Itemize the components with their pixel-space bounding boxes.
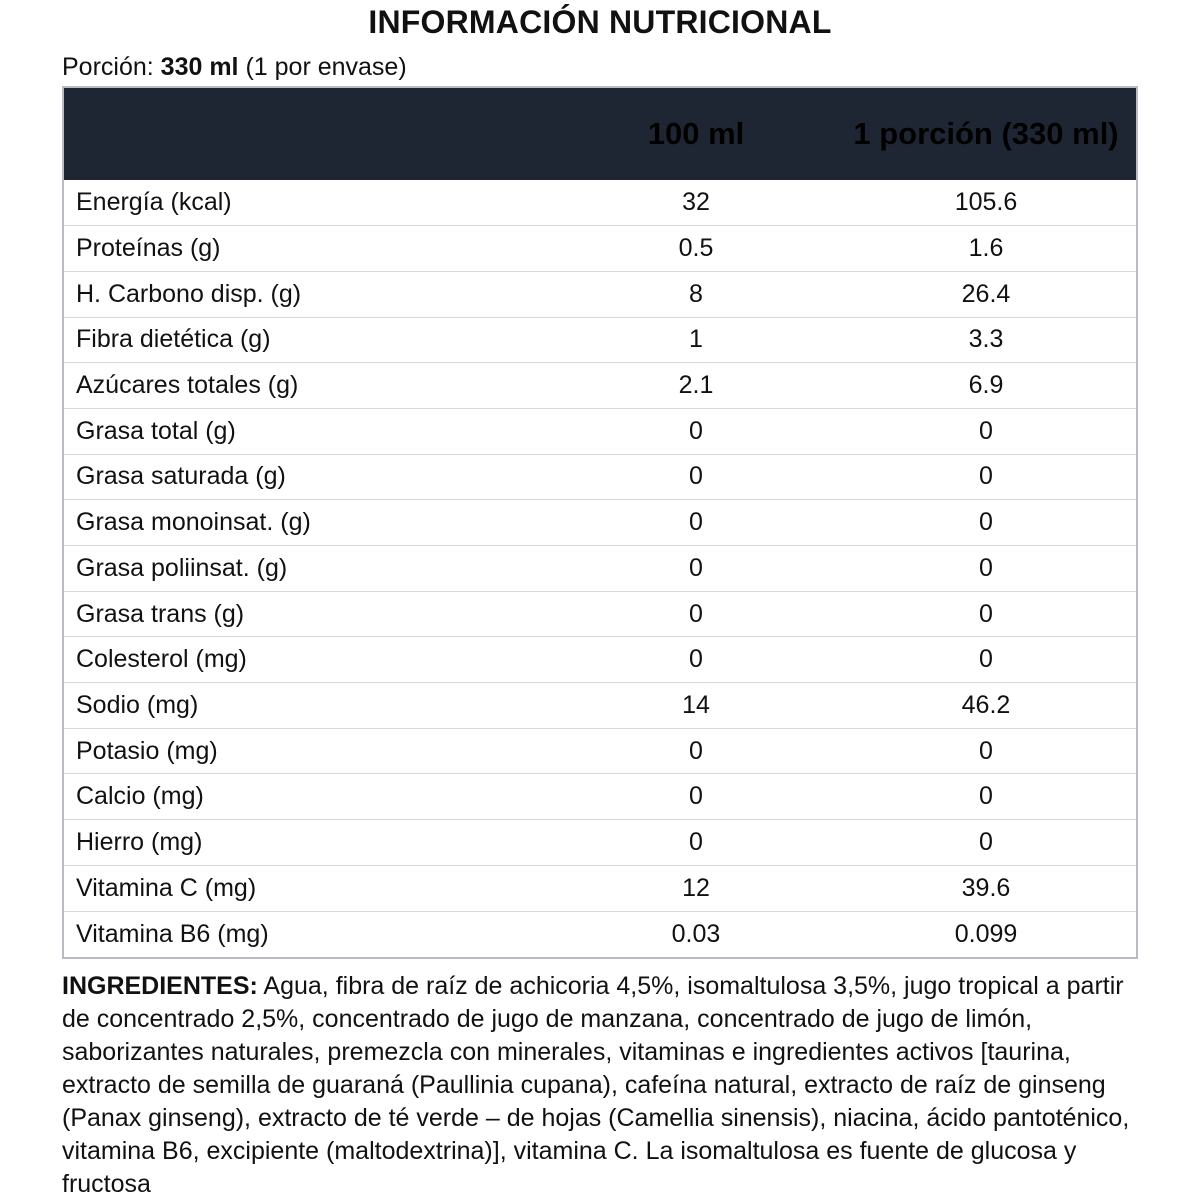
ingredients-list: Agua, fibra de raíz de achicoria 4,5%, isomaltulosa 3,5%, jugo tropical a partir de concentrado 2,5%, concentrado de jugo de manzana, concentrado de jugo de limón, saborizantes naturales, premezcla con minerales, vitaminas e ingredientes activos [taurina, extracto de semilla de guaraná (Paullinia cupana), cafeína natural, extracto de raíz de ginseng (Panax ginseng), extracto de té verde – de hojas (Camellia sinensis), niacina, ácido pantoténico, vitamina B6, excipiente (maltodextrina)], vitamina C. La isomaltulosa es fuente de glucosa y fructosa bbox=[62, 972, 1130, 1198]
value-per-100ml: 0 bbox=[689, 645, 703, 674]
value-per-portion: 0 bbox=[979, 736, 993, 765]
value-per-portion: 0.099 bbox=[954, 919, 1018, 948]
value-per-portion: 46.2 bbox=[961, 690, 1011, 719]
value-per-portion: 0 bbox=[979, 416, 993, 445]
table-row bbox=[64, 454, 1136, 500]
value-per-100ml: 0 bbox=[689, 462, 703, 491]
value-per-100ml: 0.5 bbox=[678, 234, 714, 263]
table-row bbox=[64, 865, 1136, 911]
nutrient-name: Grasa poliinsat. (g) bbox=[76, 553, 288, 582]
table-row bbox=[64, 591, 1136, 637]
header-per-100ml: 100 ml bbox=[647, 116, 745, 151]
header-per-portion: 1 porción (330 ml) bbox=[853, 116, 1119, 151]
value-per-100ml: 0 bbox=[689, 416, 703, 445]
nutrient-name: Proteínas (g) bbox=[76, 234, 221, 263]
value-per-100ml: 0 bbox=[689, 508, 703, 537]
value-per-portion: 39.6 bbox=[961, 873, 1011, 902]
value-per-100ml: 0 bbox=[689, 553, 703, 582]
table-row bbox=[64, 546, 1136, 592]
value-per-100ml: 0 bbox=[689, 782, 703, 811]
nutrient-name: Grasa saturada (g) bbox=[76, 462, 286, 491]
table-row bbox=[64, 363, 1136, 409]
value-per-portion: 0 bbox=[979, 645, 993, 674]
nutrient-name: Vitamina C (mg) bbox=[76, 873, 257, 902]
table-row bbox=[64, 820, 1136, 866]
value-per-portion: 26.4 bbox=[961, 279, 1011, 308]
value-per-portion: 0 bbox=[979, 827, 993, 856]
nutrient-name: Calcio (mg) bbox=[76, 782, 204, 811]
nutrient-name: Azúcares totales (g) bbox=[76, 371, 299, 400]
table-row bbox=[64, 271, 1136, 317]
nutrition-table bbox=[62, 86, 1138, 959]
portion-label: Porción: bbox=[62, 53, 161, 81]
value-per-100ml: 12 bbox=[682, 873, 710, 902]
value-per-100ml: 0 bbox=[689, 599, 703, 628]
value-per-100ml: 0.03 bbox=[671, 919, 721, 948]
nutrient-name: Colesterol (mg) bbox=[76, 645, 247, 674]
nutrient-name: Grasa total (g) bbox=[76, 416, 236, 445]
value-per-100ml: 2.1 bbox=[678, 371, 714, 400]
value-per-100ml: 1 bbox=[689, 325, 703, 354]
ingredients-text bbox=[62, 970, 1142, 1201]
value-per-100ml: 0 bbox=[689, 827, 703, 856]
nutrient-name: Hierro (mg) bbox=[76, 827, 203, 856]
portion-line bbox=[62, 50, 407, 84]
portion-amount: 330 ml bbox=[160, 53, 239, 81]
value-per-portion: 1.6 bbox=[968, 234, 1004, 263]
nutrient-name: Grasa trans (g) bbox=[76, 599, 245, 628]
table-row bbox=[64, 180, 1136, 226]
value-per-100ml: 32 bbox=[682, 188, 710, 217]
value-per-portion: 0 bbox=[979, 782, 993, 811]
table-row bbox=[64, 408, 1136, 454]
header-nutrient bbox=[64, 88, 556, 180]
value-per-portion: 105.6 bbox=[954, 188, 1018, 217]
table-row bbox=[64, 911, 1136, 957]
nutrient-name: Grasa monoinsat. (g) bbox=[76, 508, 311, 537]
value-per-portion: 0 bbox=[979, 553, 993, 582]
nutrient-name: Vitamina B6 (mg) bbox=[76, 919, 269, 948]
value-per-portion: 3.3 bbox=[968, 325, 1004, 354]
nutrient-name: Fibra dietética (g) bbox=[76, 325, 271, 354]
nutrient-name: H. Carbono disp. (g) bbox=[76, 279, 302, 308]
ingredients-label: INGREDIENTES: bbox=[62, 972, 258, 1000]
value-per-portion: 0 bbox=[979, 508, 993, 537]
table-row bbox=[64, 728, 1136, 774]
value-per-100ml: 0 bbox=[689, 736, 703, 765]
table-row bbox=[64, 683, 1136, 729]
nutrient-name: Energía (kcal) bbox=[76, 188, 232, 217]
nutrient-name: Sodio (mg) bbox=[76, 690, 199, 719]
table-row bbox=[64, 317, 1136, 363]
page-title: INFORMACIÓN NUTRICIONAL bbox=[368, 4, 832, 40]
table-row bbox=[64, 637, 1136, 683]
table-row bbox=[64, 500, 1136, 546]
table-row bbox=[64, 226, 1136, 272]
value-per-portion: 0 bbox=[979, 599, 993, 628]
value-per-100ml: 8 bbox=[689, 279, 703, 308]
portion-note: (1 por envase) bbox=[238, 53, 407, 81]
value-per-portion: 6.9 bbox=[968, 371, 1004, 400]
value-per-portion: 0 bbox=[979, 462, 993, 491]
table-row bbox=[64, 774, 1136, 820]
value-per-100ml: 14 bbox=[682, 690, 710, 719]
nutrient-name: Potasio (mg) bbox=[76, 736, 218, 765]
table-header-row bbox=[64, 88, 1136, 180]
